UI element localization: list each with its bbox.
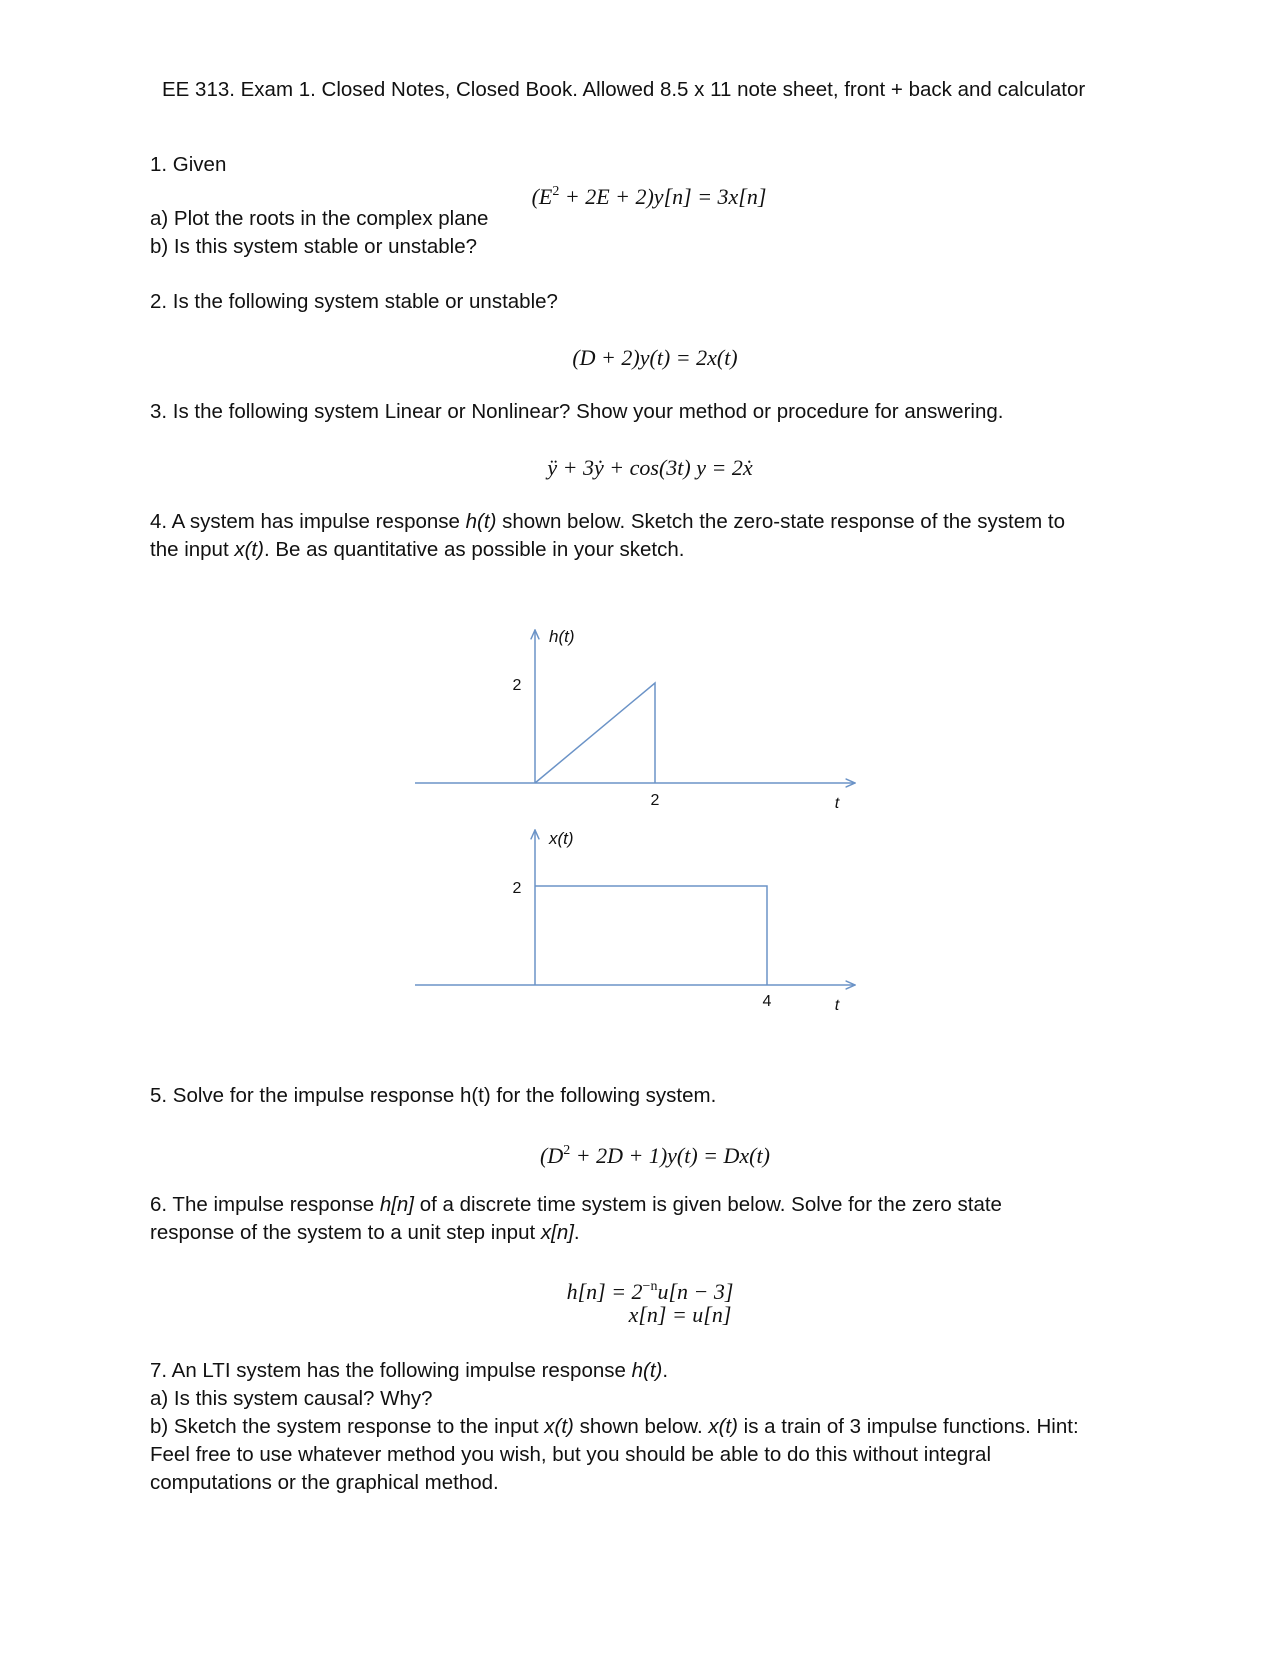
h-ylabel: h(t) bbox=[549, 627, 575, 646]
q5-text: 5. Solve for the impulse response h(t) for the following system. bbox=[150, 1084, 717, 1107]
q6-line-2: response of the system to a unit step input x[n]. bbox=[150, 1221, 580, 1244]
q7-part-a: a) Is this system causal? Why? bbox=[150, 1387, 433, 1410]
x-ylabel: x(t) bbox=[549, 829, 574, 848]
q2-text: 2. Is the following system stable or unstable? bbox=[150, 290, 558, 313]
x-xlabel: t bbox=[834, 997, 840, 1014]
x-xtick-label: 4 bbox=[762, 993, 772, 1010]
h-ramp-signal bbox=[535, 683, 655, 783]
q1-equation: $(E^2 + 2E + 2)y[n] = 3x[n]$ bbox=[531, 184, 767, 209]
q6-equation-x: x[n] = u[n] bbox=[628, 1302, 732, 1327]
q6-line-1: 6. The impulse response h[n] of a discrete time system is given below. Solve for the zero state bbox=[150, 1193, 1002, 1216]
impulse-response-plot bbox=[400, 620, 880, 840]
q6-equation-h: $h[n] = 2^{-n}u[n - 3]$ bbox=[566, 1279, 734, 1304]
exam-header: EE 313. Exam 1. Closed Notes, Closed Book. Allowed 8.5 x 11 note sheet, front + back and calculator bbox=[162, 78, 1086, 101]
x-pulse-signal bbox=[535, 886, 767, 985]
q7-line-4: computations or the graphical method. bbox=[150, 1471, 499, 1494]
q1-intro: 1. Given bbox=[150, 153, 227, 176]
q7-line-1: 7. An LTI system has the following impulse response h(t). bbox=[150, 1359, 669, 1382]
q7-line-3: Feel free to use whatever method you wish, but you should be able to do this without integral bbox=[150, 1443, 992, 1466]
q7-part-b: b) Sketch the system response to the input x(t) shown below. x(t) is a train of 3 impulse functions. Hint: bbox=[150, 1415, 1079, 1438]
h-xlabel: t bbox=[834, 795, 840, 812]
q3-text: 3. Is the following system Linear or Nonlinear? Show your method or procedure for answering. bbox=[150, 400, 1004, 423]
x-ytick-label: 2 bbox=[512, 880, 522, 897]
q2-equation: (D + 2)y(t) = 2x(t) bbox=[572, 345, 738, 370]
q5-equation: $(D^2 + 2D + 1)y(t) = Dx(t)$ bbox=[540, 1143, 770, 1168]
q4-line-1: 4. A system has impulse response h(t) shown below. Sketch the zero-state response of the system to bbox=[150, 510, 1065, 533]
q4-line-2: the input x(t). Be as quantitative as possible in your sketch. bbox=[150, 538, 685, 561]
h-xtick-label: 2 bbox=[650, 792, 660, 809]
q1-part-b: b) Is this system stable or unstable? bbox=[150, 235, 478, 258]
q3-equation: ÿ + 3ẏ + cos(3t) y = 2ẋ bbox=[547, 455, 753, 480]
h-ytick-label: 2 bbox=[512, 677, 522, 694]
input-signal-plot bbox=[400, 820, 880, 1040]
q1-part-a: a) Plot the roots in the complex plane bbox=[150, 207, 489, 230]
